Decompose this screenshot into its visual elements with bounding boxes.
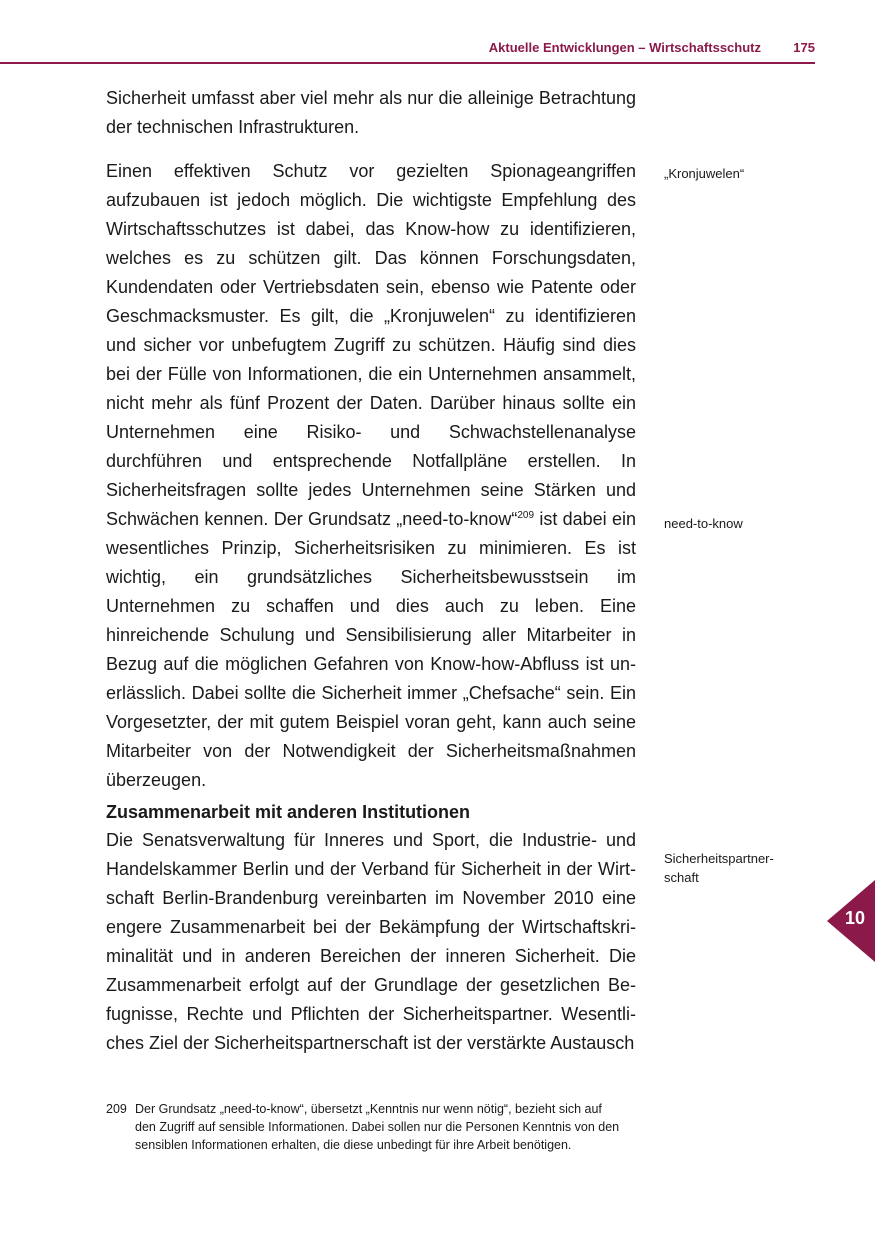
footnote (106, 1100, 626, 1154)
paragraph-2-part-1: Einen effektiven Schutz vor gezielten Spionageangriffen aufzubauen ist jedoch möglich. Die wichtigste Empfehlung des Wirtschaftsschutzes ist dabei, das Know-how zu identifizieren, welches es zu schützen gilt. Das können Forschungsdaten, Kundendaten oder Vertriebsdaten sein, ebenso wie Patente oder Geschmacksmuster. Es gilt, die „Kronjuwelen“ zu identifizieren und sicher vor unbefugtem Zugriff zu schützen. Häufig sind dies bei der Fülle von Informationen, die ein Unternehmen ansammelt, nicht mehr als fünf Prozent der Daten. Darüber hinaus sollte ein Unternehmen eine Risiko- und Schwachstellenanalyse durchführen und entsprechende Notfallpläne erstellen. In Sicherheitsfragen sollte jedes Unternehmen seine Stärken und Schwächen kennen. Der Grundsatz „need-to-know“ (106, 161, 636, 529)
margin-note-kronjuwelen: „Kronjuwelen“ (664, 166, 745, 181)
footnote-text: Der Grundsatz „need-to-know“, übersetzt „Kenntnis nur wenn nötig“, bezieht sich auf den Zugriff auf sensible Informationen. Dabei sollen nur die Personen Kenntnis von den sensiblen Informationen erhalten, die diese unbedingt für ihre Arbeit benötigen. (135, 1102, 620, 1152)
footnote-reference: 209 (517, 510, 535, 521)
running-header (0, 36, 815, 64)
footnote-number: 209 (106, 1102, 127, 1116)
paragraph-2 (106, 157, 636, 795)
paragraph-2-part-2: ist dabei ein wesentliches Prinzip, Sicherheitsrisiken zu minimieren. Es ist wichtig, ein grundsätzliches Sicherheitsbewusstsein im Unternehmen zu schaffen und dies auch zu leben. Eine hinreichende Schulung und Sensibilisierung aller Mitarbeiter in Bezug auf die möglichen Gefahren von Know-how-Abfluss ist unerlässlich. Dabei sollte die Sicherheit immer „Chefsache“ sein. Ein Vorgesetzter, der mit gutem Beispiel voran geht, kann auch seine Mitarbeiter von der Notwendigkeit der Sicherheitsmaßnahmen überzeugen. (106, 509, 636, 790)
section-heading: Zusammenarbeit mit anderen Institutionen (106, 802, 471, 822)
page-number: 175 (793, 40, 815, 55)
chapter-number: 10 (845, 908, 866, 928)
paragraph-1: Sicherheit umfasst aber viel mehr als nur die alleinige Betrachtung der technischen Infrastrukturen. (106, 88, 636, 137)
section-cooperation (106, 798, 636, 1058)
section-paragraph: Die Senatsverwaltung für Inneres und Sport, die Industrie- und Handelskammer Berlin und der Verband für Sicherheit in der Wirtschaft Berlin-Brandenburg vereinbarten im November 2010 eine engere Zusammenarbeit bei der Bekämpfung der Wirtschaftskriminalität und in anderen Bereichen der inneren Sicherheit. Die Zusammenarbeit erfolgt auf der Grundlage der gesetzlichen Befugnisse, Rechte und Pflichten der Sicherheitspartner. Wesentliches Ziel der Sicherheitspartnerschaft ist der verstärkte Austausch (106, 830, 636, 1053)
margin-note-need-to-know: need-to-know (664, 516, 743, 531)
margin-note-sicherheitspartnerschaft: Sicherheitspartnerschaft (664, 851, 774, 885)
header-title: Aktuelle Entwicklungen – Wirtschaftsschutz (488, 40, 761, 55)
chapter-tab (827, 880, 875, 962)
